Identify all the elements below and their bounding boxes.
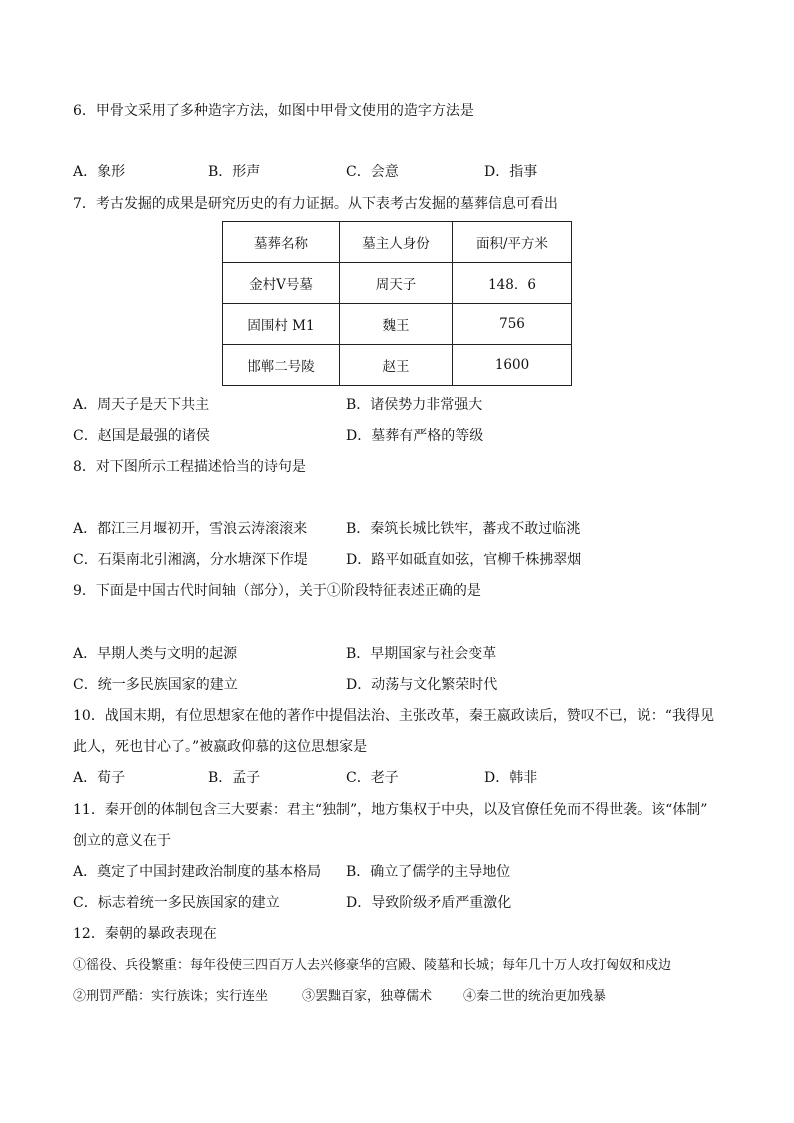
- table-cell: 周天子: [340, 263, 453, 304]
- table-header-cell: 面积/平方米: [453, 222, 572, 263]
- q9-stem: 9．下面是中国古代时间轴（部分），关于①阶段特征表述正确的是: [73, 583, 481, 599]
- table-cell: 148．6: [453, 263, 572, 304]
- q6-option-d[interactable]: D．指事: [484, 164, 538, 180]
- q10-option-c[interactable]: C．老子: [346, 770, 399, 786]
- q6-option-b[interactable]: B．形声: [208, 164, 261, 180]
- table-cell: 756: [453, 304, 572, 345]
- q10-option-d[interactable]: D．韩非: [484, 770, 538, 786]
- q7-option-a[interactable]: A．周天子是天下共主: [73, 397, 210, 413]
- table-row: [223, 304, 572, 345]
- table-cell: 金村Ⅴ号墓: [223, 263, 340, 304]
- q10-stem-line1: 10．战国末期，有位思想家在他的著作中提倡法治、主张改革，秦王嬴政读后，赞叹不已，说：“我得见: [73, 708, 714, 724]
- table-cell: 魏王: [340, 304, 453, 345]
- q8-option-c[interactable]: C．石渠南北引湘漓，分水塘深下作堤: [73, 552, 308, 568]
- q11-option-d[interactable]: D．导致阶级矛盾严重激化: [346, 895, 512, 911]
- q12-item-3: ③罢黜百家，独尊儒术: [302, 989, 433, 1004]
- q11-stem-line2: 创立的意义在于: [73, 833, 171, 849]
- q11-option-b[interactable]: B．确立了儒学的主导地位: [346, 864, 511, 880]
- q11-option-a[interactable]: A．奠定了中国封建政治制度的基本格局: [73, 864, 322, 880]
- q8-option-d[interactable]: D．路平如砥直如弦，官柳千株拂翠烟: [346, 552, 582, 568]
- table-cell: 邯郸二号陵: [223, 345, 340, 386]
- q12-item-4: ④秦二世的统治更加残暴: [463, 989, 607, 1004]
- q8-stem: 8．对下图所示工程描述恰当的诗句是: [73, 459, 306, 475]
- q7-stem: 7．考古发掘的成果是研究历史的有力证据。从下表考古发掘的墓葬信息可看出: [73, 196, 558, 212]
- q11-stem-line1: 11．秦开创的体制包含三大要素：君主“独制”，地方集权于中央，以及官僚任免而不得世袭。该“体制”: [73, 802, 708, 818]
- table-row: [223, 345, 572, 386]
- table-header-row: [223, 222, 572, 263]
- q7-option-d[interactable]: D．墓葬有严格的等级: [346, 428, 484, 444]
- table-cell: 固围村 M1: [223, 304, 340, 345]
- q8-option-a[interactable]: A．都江三月堰初开，雪浪云涛滚滚来: [73, 521, 308, 537]
- q8-option-b[interactable]: B．秦筑长城比铁牢，蕃戎不敢过临洮: [346, 521, 581, 537]
- q9-option-d[interactable]: D．动荡与文化繁荣时代: [346, 677, 498, 693]
- q10-option-a[interactable]: A．荀子: [73, 770, 126, 786]
- q6-stem: 6．甲骨文采用了多种造字方法，如图中甲骨文使用的造字方法是: [73, 103, 474, 119]
- q10-stem-line2: 此人，死也甘心了。”被嬴政仰慕的这位思想家是: [73, 739, 368, 755]
- q6-option-a[interactable]: A．象形: [73, 164, 126, 180]
- q7-option-b[interactable]: B．诸侯势力非常强大: [346, 397, 483, 413]
- table-cell: 赵王: [340, 345, 453, 386]
- q7-option-c[interactable]: C．赵国是最强的诸侯: [73, 428, 210, 444]
- q10-option-b[interactable]: B．孟子: [208, 770, 261, 786]
- table-header-cell: 墓葬名称: [223, 222, 340, 263]
- table-row: [223, 263, 572, 304]
- q9-option-b[interactable]: B．早期国家与社会变革: [346, 646, 497, 662]
- q11-option-c[interactable]: C．标志着统一多民族国家的建立: [73, 895, 280, 911]
- table-header-cell: 墓主人身份: [340, 222, 453, 263]
- q9-option-c[interactable]: C．统一多民族国家的建立: [73, 677, 238, 693]
- q12-stem: 12．秦朝的暴政表现在: [73, 926, 217, 942]
- tomb-table: [222, 221, 572, 386]
- q12-item-2: ②刑罚严酷：实行族诛；实行连坐: [73, 989, 269, 1004]
- table-cell: 1600: [453, 345, 572, 386]
- q9-option-a[interactable]: A．早期人类与文明的起源: [73, 646, 238, 662]
- q12-item-1: ①徭役、兵役繁重：每年役使三四百万人去兴修豪华的宫殿、陵墓和长城；每年几十万人攻打匈奴和戍边: [73, 958, 672, 973]
- q6-option-c[interactable]: C．会意: [346, 164, 399, 180]
